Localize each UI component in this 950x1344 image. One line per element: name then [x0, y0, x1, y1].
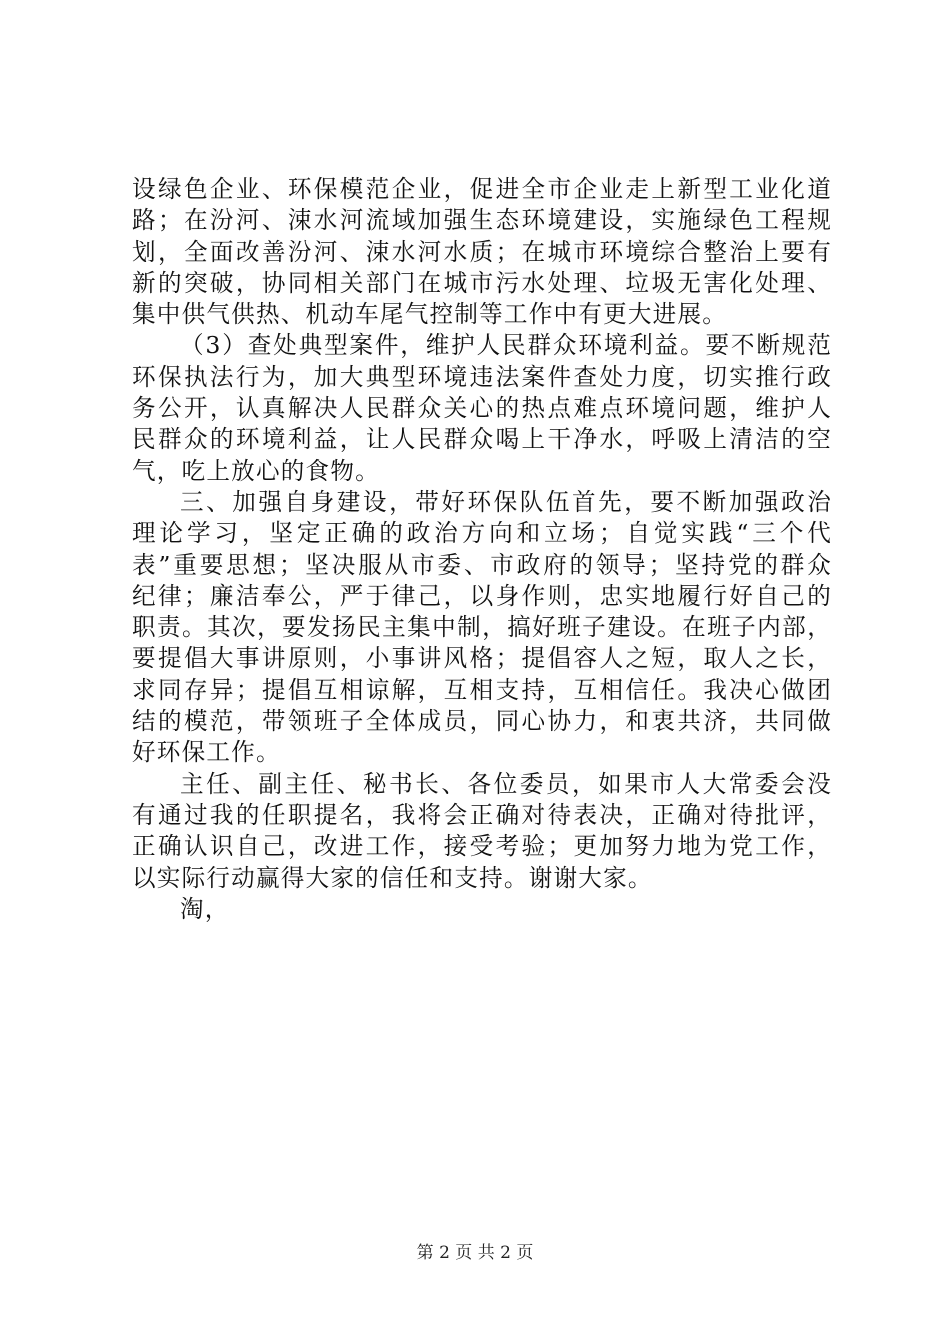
text-line: 结的模范，带领班子全体成员，同心协力，和衷共济，共同做	[132, 707, 832, 736]
text-line: （3）查处典型案件，维护人民群众环境利益。要不断规范	[180, 331, 832, 360]
text-line: 正确认识自己，改进工作，接受考验；更加努力地为党工作，	[132, 832, 832, 861]
text-line: 环保执法行为，加大典型环境违法案件查处力度，切实推行政	[132, 362, 832, 391]
text-line: 务公开，认真解决人民群众关心的热点难点环境问题，维护人	[132, 394, 832, 423]
text-line: 主任、副主任、秘书长、各位委员，如果市人大常委会没	[180, 769, 832, 798]
text-line: 以实际行动赢得大家的信任和支持。谢谢大家。	[132, 863, 653, 892]
text-line: 划，全面改善汾河、涑水河水质；在城市环境综合整治上要有	[132, 237, 832, 266]
document-body	[132, 174, 832, 925]
text-line: 有通过我的任职提名，我将会正确对待表决，正确对待批评，	[132, 800, 832, 829]
text-line: 路；在汾河、涑水河流域加强生态环境建设，实施绿色工程规	[132, 206, 832, 235]
text-line: 淘，	[180, 894, 230, 923]
text-line: 民群众的环境利益，让人民群众喝上干净水，呼吸上清洁的空	[132, 425, 832, 454]
text-line: 要提倡大事讲原则，小事讲风格；提倡容人之短，取人之长，	[132, 644, 832, 673]
text-line: 表”重要思想；坚决服从市委、市政府的领导；坚持党的群众	[132, 550, 832, 579]
text-line: 理论学习，坚定正确的政治方向和立场；自觉实践“三个代	[132, 519, 832, 548]
page-number-footer: 第 2 页 共 2 页	[416, 1243, 534, 1263]
text-line: 好环保工作。	[132, 738, 281, 767]
text-line: 三、加强自身建设，带好环保队伍首先，要不断加强政治	[180, 487, 832, 516]
text-line: 职责。其次，要发扬民主集中制，搞好班子建设。在班子内部，	[132, 613, 832, 642]
text-line: 气，吃上放心的食物。	[132, 456, 380, 485]
text-line: 集中供气供热、机动车尾气控制等工作中有更大进展。	[132, 300, 728, 329]
text-line: 新的突破，协同相关部门在城市污水处理、垃圾无害化处理、	[132, 268, 832, 297]
text-line: 纪律；廉洁奉公，严于律己，以身作则，忠实地履行好自己的	[132, 581, 832, 610]
text-line: 设绿色企业、环保模范企业，促进全市企业走上新型工业化道	[132, 175, 832, 203]
text-line: 求同存异；提倡互相谅解，互相支持，互相信任。我决心做团	[132, 675, 832, 704]
